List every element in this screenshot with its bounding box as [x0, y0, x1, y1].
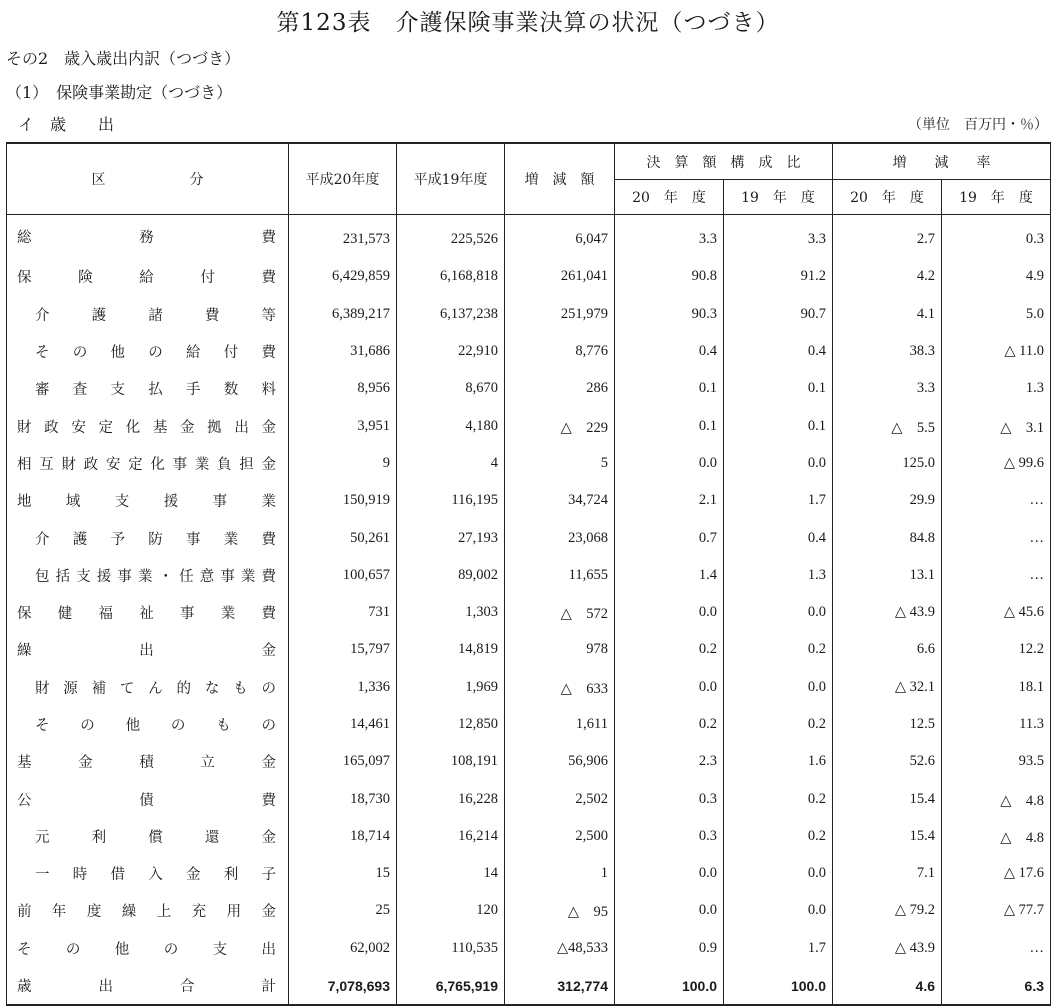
row-label: 審査支払手数料 [35, 382, 276, 399]
composition-19-cell: 0.0 [724, 855, 833, 892]
row-label-cell [7, 818, 289, 855]
row-label-cell [7, 669, 289, 706]
rate-20-cell: 4.2 [833, 258, 942, 295]
value-h20-cell: 62,002 [289, 930, 397, 967]
row-label-cell [7, 892, 289, 929]
composition-19-cell: 91.2 [724, 258, 833, 295]
value-diff-cell: △ 95 [505, 892, 615, 929]
composition-20-cell: 2.3 [615, 743, 724, 780]
header-composition-19: 19 年 度 [724, 180, 833, 215]
value-h19-cell: 120 [397, 892, 505, 929]
rate-20-cell: △ 32.1 [833, 669, 942, 706]
composition-20-cell: 2.1 [615, 482, 724, 519]
header-composition: 決 算 額 構 成 比 [615, 143, 833, 180]
composition-20-cell: 90.8 [615, 258, 724, 295]
expenditure-table [6, 142, 1051, 1006]
header-rate-20: 20 年 度 [833, 180, 942, 215]
rate-19-cell: 11.3 [942, 706, 1051, 743]
rate-20-cell: 3.3 [833, 370, 942, 407]
composition-19-cell: 0.0 [724, 594, 833, 631]
value-diff-cell: 286 [505, 370, 615, 407]
value-diff-cell: 11,655 [505, 557, 615, 594]
value-h20-cell: 6,429,859 [289, 258, 397, 295]
composition-20-cell: 0.2 [615, 631, 724, 668]
table-row [7, 333, 1051, 370]
row-label-cell [7, 855, 289, 892]
rate-20-cell: 15.4 [833, 780, 942, 817]
composition-20-cell: 100.0 [615, 967, 724, 1005]
table-row [7, 482, 1051, 519]
value-diff-cell: 312,774 [505, 967, 615, 1005]
value-h20-cell: 7,078,693 [289, 967, 397, 1005]
value-h20-cell: 150,919 [289, 482, 397, 519]
value-h19-cell: 6,168,818 [397, 258, 505, 295]
rate-19-cell: … [942, 930, 1051, 967]
composition-19-cell: 0.2 [724, 706, 833, 743]
composition-20-cell: 0.2 [615, 706, 724, 743]
row-label: その他のもの [35, 718, 276, 734]
table-row [7, 407, 1051, 444]
row-label: 前年度繰上充用金 [17, 904, 276, 921]
composition-20-cell: 0.0 [615, 669, 724, 706]
row-label: 元利償還金 [35, 829, 276, 846]
value-diff-cell: 56,906 [505, 743, 615, 780]
rate-20-cell: 38.3 [833, 333, 942, 370]
value-h19-cell: 1,969 [397, 669, 505, 706]
rate-20-cell: △ 5.5 [833, 407, 942, 444]
value-h19-cell: 116,195 [397, 482, 505, 519]
rate-19-cell: … [942, 482, 1051, 519]
rate-19-cell: △ 3.1 [942, 407, 1051, 444]
composition-19-cell: 90.7 [724, 296, 833, 333]
rate-19-cell: △ 11.0 [942, 333, 1051, 370]
rate-19-cell: △ 4.8 [942, 780, 1051, 817]
composition-20-cell: 0.9 [615, 930, 724, 967]
value-diff-cell: 1,611 [505, 706, 615, 743]
rate-20-cell: 125.0 [833, 445, 942, 482]
composition-19-cell: 0.2 [724, 631, 833, 668]
rate-19-cell: … [942, 557, 1051, 594]
row-label-cell [7, 215, 289, 259]
row-label: 地域支援事業 [17, 494, 276, 511]
composition-20-cell: 90.3 [615, 296, 724, 333]
row-label: 介護予防事業費 [35, 531, 276, 548]
header-composition-20: 20 年 度 [615, 180, 724, 215]
rate-19-cell: 12.2 [942, 631, 1051, 668]
table-row [7, 631, 1051, 668]
table-row [7, 370, 1051, 407]
table-row [7, 296, 1051, 333]
row-label-cell [7, 258, 289, 295]
value-h20-cell: 100,657 [289, 557, 397, 594]
value-h20-cell: 9 [289, 445, 397, 482]
row-label: 繰出金 [17, 643, 276, 660]
header-rate: 増 減 率 [833, 143, 1051, 180]
row-label-cell [7, 482, 289, 519]
value-h20-cell: 8,956 [289, 370, 397, 407]
row-label-cell [7, 370, 289, 407]
table-row [7, 892, 1051, 929]
rate-19-cell: △ 4.8 [942, 818, 1051, 855]
value-diff-cell: 34,724 [505, 482, 615, 519]
table-row [7, 930, 1051, 967]
composition-19-cell: 3.3 [724, 215, 833, 259]
value-h20-cell: 25 [289, 892, 397, 929]
row-label-cell [7, 445, 289, 482]
rate-19-cell: 18.1 [942, 669, 1051, 706]
rate-19-cell: 0.3 [942, 215, 1051, 259]
composition-19-cell: 1.7 [724, 482, 833, 519]
rate-19-cell: 6.3 [942, 967, 1051, 1005]
value-diff-cell: △ 633 [505, 669, 615, 706]
value-diff-cell: △48,533 [505, 930, 615, 967]
row-label-cell [7, 333, 289, 370]
row-label-cell [7, 706, 289, 743]
rate-20-cell: 7.1 [833, 855, 942, 892]
table-row [7, 743, 1051, 780]
header-h20: 平成20年度 [289, 143, 397, 215]
value-h20-cell: 3,951 [289, 407, 397, 444]
value-h20-cell: 165,097 [289, 743, 397, 780]
value-diff-cell: △ 229 [505, 407, 615, 444]
composition-19-cell: 0.4 [724, 333, 833, 370]
value-h19-cell: 14,819 [397, 631, 505, 668]
row-label: 包括支援事業・任意事業費 [35, 568, 276, 585]
value-h19-cell: 108,191 [397, 743, 505, 780]
rate-20-cell: △ 79.2 [833, 892, 942, 929]
value-h20-cell: 6,389,217 [289, 296, 397, 333]
value-diff-cell: 6,047 [505, 215, 615, 259]
rate-20-cell: 15.4 [833, 818, 942, 855]
table-row [7, 445, 1051, 482]
row-label: 総務費 [17, 230, 276, 247]
composition-20-cell: 1.4 [615, 557, 724, 594]
rate-19-cell: 1.3 [942, 370, 1051, 407]
composition-19-cell: 0.2 [724, 818, 833, 855]
total-row [7, 967, 1051, 1005]
composition-19-cell: 1.6 [724, 743, 833, 780]
rate-19-cell: △ 77.7 [942, 892, 1051, 929]
value-h20-cell: 15,797 [289, 631, 397, 668]
row-label-cell [7, 296, 289, 333]
row-label-cell [7, 557, 289, 594]
row-label-cell [7, 631, 289, 668]
value-h20-cell: 231,573 [289, 215, 397, 259]
composition-19-cell: 0.1 [724, 370, 833, 407]
value-h19-cell: 22,910 [397, 333, 505, 370]
composition-20-cell: 0.3 [615, 818, 724, 855]
value-h20-cell: 18,714 [289, 818, 397, 855]
table-row [7, 594, 1051, 631]
rate-20-cell: 13.1 [833, 557, 942, 594]
row-label-cell [7, 519, 289, 556]
section-heading: その2 歳入歳出内訳（つづき） [6, 49, 241, 68]
value-diff-cell: 5 [505, 445, 615, 482]
header-h19: 平成19年度 [397, 143, 505, 215]
composition-20-cell: 0.0 [615, 892, 724, 929]
row-label: その他の給付費 [35, 345, 276, 362]
row-label: その他の支出 [17, 941, 276, 958]
table-body [7, 215, 1051, 1006]
row-label-cell [7, 930, 289, 967]
row-label: 保健福祉事業費 [17, 606, 276, 623]
value-h19-cell: 14 [397, 855, 505, 892]
value-h19-cell: 6,765,919 [397, 967, 505, 1005]
composition-20-cell: 0.0 [615, 445, 724, 482]
header-rate-19: 19 年 度 [942, 180, 1051, 215]
value-diff-cell: 978 [505, 631, 615, 668]
value-h20-cell: 18,730 [289, 780, 397, 817]
rate-19-cell: △ 99.6 [942, 445, 1051, 482]
table-row [7, 669, 1051, 706]
table-row [7, 557, 1051, 594]
composition-19-cell: 0.0 [724, 445, 833, 482]
table-row [7, 780, 1051, 817]
composition-19-cell: 0.0 [724, 892, 833, 929]
rate-19-cell: △ 45.6 [942, 594, 1051, 631]
category-heading: イ 歳 出 [18, 115, 115, 134]
row-label-cell [7, 743, 289, 780]
value-h20-cell: 14,461 [289, 706, 397, 743]
composition-20-cell: 0.1 [615, 370, 724, 407]
rate-19-cell: 5.0 [942, 296, 1051, 333]
composition-20-cell: 0.0 [615, 855, 724, 892]
composition-20-cell: 0.1 [615, 407, 724, 444]
unit-note: （単位 百万円・％） [908, 117, 1048, 133]
composition-19-cell: 100.0 [724, 967, 833, 1005]
value-h20-cell: 15 [289, 855, 397, 892]
value-h20-cell: 50,261 [289, 519, 397, 556]
row-label-cell [7, 407, 289, 444]
value-h20-cell: 1,336 [289, 669, 397, 706]
value-diff-cell: 261,041 [505, 258, 615, 295]
row-label: 介護諸費等 [35, 307, 276, 324]
rate-20-cell: 29.9 [833, 482, 942, 519]
composition-19-cell: 0.1 [724, 407, 833, 444]
value-h20-cell: 731 [289, 594, 397, 631]
rate-20-cell: △ 43.9 [833, 594, 942, 631]
composition-20-cell: 0.3 [615, 780, 724, 817]
rate-20-cell: 84.8 [833, 519, 942, 556]
value-h19-cell: 27,193 [397, 519, 505, 556]
value-h19-cell: 8,670 [397, 370, 505, 407]
composition-19-cell: 1.3 [724, 557, 833, 594]
value-h19-cell: 16,214 [397, 818, 505, 855]
rate-19-cell: 93.5 [942, 743, 1051, 780]
rate-19-cell: △ 17.6 [942, 855, 1051, 892]
rate-20-cell: 52.6 [833, 743, 942, 780]
rate-19-cell: … [942, 519, 1051, 556]
header-diff: 増 減 額 [505, 143, 615, 215]
table-row [7, 215, 1051, 259]
row-label-cell [7, 780, 289, 817]
row-label-cell [7, 967, 289, 1005]
composition-20-cell: 0.4 [615, 333, 724, 370]
value-h19-cell: 89,002 [397, 557, 505, 594]
value-diff-cell: 1 [505, 855, 615, 892]
row-label: 一時借入金利子 [35, 867, 276, 884]
rate-20-cell: 12.5 [833, 706, 942, 743]
table-row [7, 519, 1051, 556]
rate-20-cell: 4.1 [833, 296, 942, 333]
rate-19-cell: 4.9 [942, 258, 1051, 295]
table-title: 第123表 介護保険事業決算の状況（つづき） [276, 10, 780, 36]
value-h19-cell: 110,535 [397, 930, 505, 967]
rate-20-cell: △ 43.9 [833, 930, 942, 967]
table-row [7, 818, 1051, 855]
value-h19-cell: 225,526 [397, 215, 505, 259]
table-row [7, 706, 1051, 743]
value-diff-cell: 251,979 [505, 296, 615, 333]
row-label: 歳出合計 [17, 979, 276, 996]
composition-20-cell: 0.0 [615, 594, 724, 631]
value-h19-cell: 1,303 [397, 594, 505, 631]
value-h19-cell: 6,137,238 [397, 296, 505, 333]
value-diff-cell: △ 572 [505, 594, 615, 631]
value-h19-cell: 4 [397, 445, 505, 482]
value-h20-cell: 31,686 [289, 333, 397, 370]
row-label: 財政安定化基金拠出金 [17, 419, 276, 436]
table-row [7, 855, 1051, 892]
composition-20-cell: 0.7 [615, 519, 724, 556]
value-h19-cell: 4,180 [397, 407, 505, 444]
header-category: 区 分 [7, 143, 289, 215]
table-row [7, 258, 1051, 295]
value-diff-cell: 2,502 [505, 780, 615, 817]
composition-19-cell: 0.2 [724, 780, 833, 817]
row-label-cell [7, 594, 289, 631]
row-label: 財源補てん的なもの [35, 680, 276, 697]
row-label: 相互財政安定化事業負担金 [17, 456, 276, 473]
subsection-heading: （1） 保険事業勘定（つづき） [6, 83, 233, 102]
value-diff-cell: 23,068 [505, 519, 615, 556]
rate-20-cell: 6.6 [833, 631, 942, 668]
row-label: 公債費 [17, 792, 276, 809]
rate-20-cell: 2.7 [833, 215, 942, 259]
composition-19-cell: 1.7 [724, 930, 833, 967]
row-label: 基金積立金 [17, 755, 276, 772]
composition-19-cell: 0.4 [724, 519, 833, 556]
row-label: 保険給付費 [17, 270, 276, 287]
value-h19-cell: 16,228 [397, 780, 505, 817]
value-diff-cell: 8,776 [505, 333, 615, 370]
rate-20-cell: 4.6 [833, 967, 942, 1005]
composition-19-cell: 0.0 [724, 669, 833, 706]
value-h19-cell: 12,850 [397, 706, 505, 743]
value-diff-cell: 2,500 [505, 818, 615, 855]
composition-20-cell: 3.3 [615, 215, 724, 259]
